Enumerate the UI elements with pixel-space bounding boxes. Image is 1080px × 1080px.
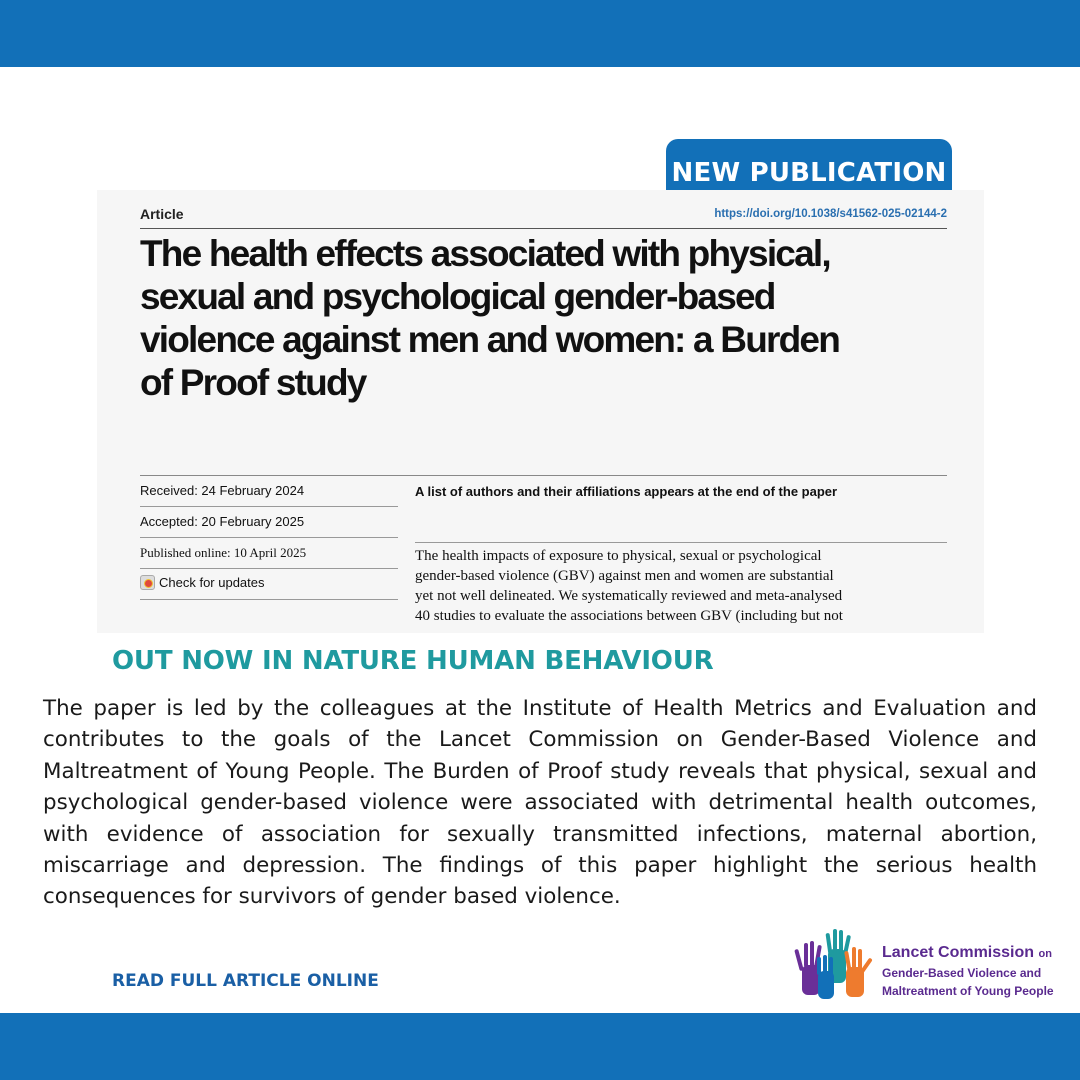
divider	[140, 228, 947, 229]
lancet-commission-logo	[792, 927, 1072, 1003]
logo-on: on	[1038, 948, 1052, 960]
journal-headline: OUT NOW IN NATURE HUMAN BEHAVIOUR	[112, 646, 714, 676]
check-updates-link[interactable]	[140, 575, 265, 590]
abstract-line: 40 studies to evaluate the associations between GBV (including but not	[415, 608, 843, 624]
title-line: violence against men and women: a Burden	[140, 319, 840, 360]
logo-line-2: Gender-Based Violence and	[882, 966, 1042, 980]
crossmark-icon	[140, 575, 155, 590]
description-text: The paper is led by the colleagues at the Institute of Health Metrics and Evaluation and contributes to the goals of the Lancet Commission on Gender-Based Violence and Maltreatment of Young People. The Burden of Proof study reveals that physical, sexual and psychological gender-based violence were associated with detrimental health outcomes, with evidence of association for sexually transmitted infections, maternal abortion, miscarriage and depression. The findings of this paper highlight the serious health consequences for survivors of gender based violence.	[43, 696, 1037, 910]
divider	[415, 542, 947, 543]
logo-text	[882, 943, 1054, 1000]
paper-title	[140, 232, 940, 404]
authors-note: A list of authors and their affiliations appears at the end of the paper	[415, 484, 838, 499]
logo-line-3: Maltreatment of Young People	[882, 984, 1054, 998]
doi-link[interactable]: https://doi.org/10.1038/s41562-025-02144-2	[714, 208, 947, 220]
article-label: Article	[140, 206, 184, 222]
abstract-line: gender-based violence (GBV) against men and women are substantial	[415, 568, 834, 584]
divider	[140, 599, 398, 600]
bottom-banner	[0, 1013, 1080, 1080]
received-date: Received: 24 February 2024	[140, 476, 398, 507]
new-publication-badge: NEW PUBLICATION	[666, 139, 952, 190]
title-line: The health effects associated with physical,	[140, 233, 830, 274]
title-line: of Proof study	[140, 362, 366, 403]
logo-title: Lancet Commission	[882, 944, 1035, 961]
abstract-line: The health impacts of exposure to physical, sexual or psychological	[415, 548, 822, 564]
title-line: sexual and psychological gender-based	[140, 276, 775, 317]
check-updates-label: Check for updates	[159, 575, 265, 590]
published-date: Published online: 10 April 2025	[140, 538, 398, 569]
hands-icon	[792, 927, 882, 1003]
accepted-date: Accepted: 20 February 2025	[140, 507, 398, 538]
read-article-link[interactable]: READ FULL ARTICLE ONLINE	[112, 971, 379, 991]
paper-excerpt	[97, 190, 984, 633]
abstract-line: yet not well delineated. We systematically reviewed and meta-analysed	[415, 588, 843, 604]
top-banner	[0, 0, 1080, 67]
abstract	[415, 546, 915, 626]
